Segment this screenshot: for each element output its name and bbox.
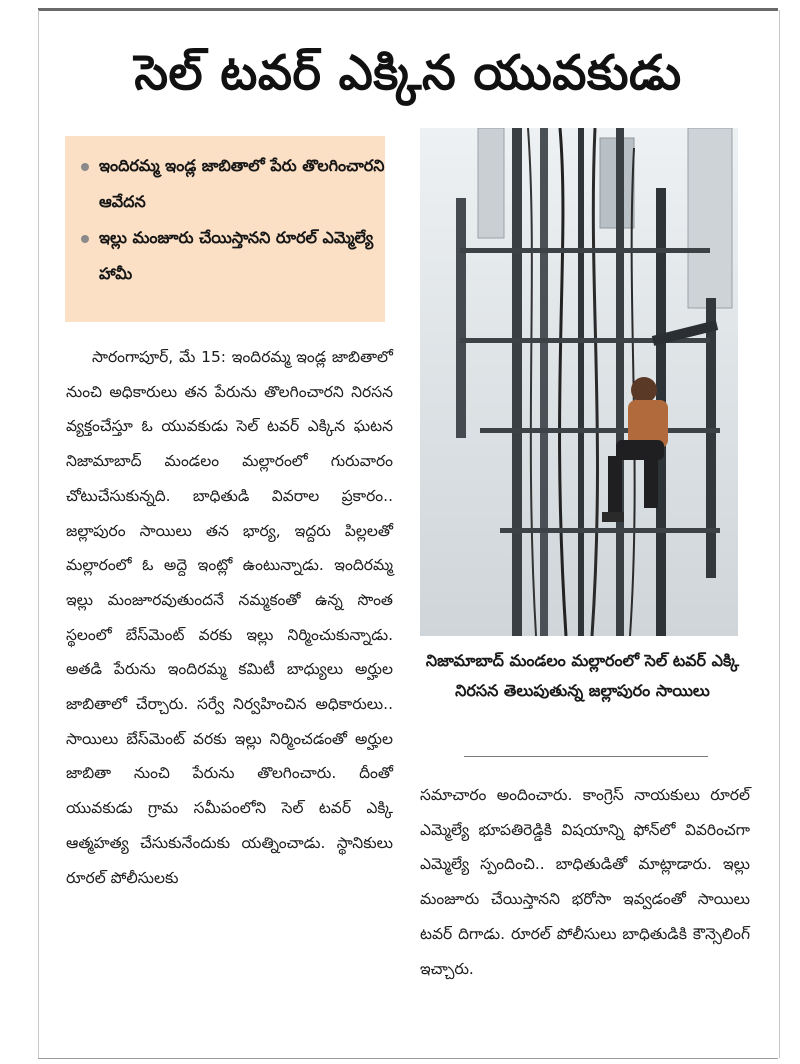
highlight-text: ఇల్లు మంజూరు చేయిస్తానని రూరల్ ఎమ్మెల్యే హామీ <box>99 228 374 283</box>
highlight-item <box>79 220 385 292</box>
bullet-icon <box>81 235 89 243</box>
highlight-list <box>65 136 385 292</box>
news-photo <box>420 128 738 636</box>
article-paragraph: సారంగాపూర్, మే 15: ఇందిరమ్మ ఇండ్ల జాబితాలో నుంచి అధికారులు తన పేరును తొలగించారని నిరసన వ్యక్తంచేస్తూ ఓ యువకుడు సెల్ టవర్ ఎక్కిన ఘటన నిజామాబాద్ మండలం మల్లారంలో గురువారం చోటుచేసుకున్నది. బాధితుడి వివరాల ప్రకారం.. జల్లాపురం సాయిలు తన భార్య, ఇద్దరు పిల్లలతో మల్లారంలో ఓ అద్దె ఇంట్లో ఉంటున్నాడు. ఇందిరమ్మ ఇల్లు మంజూరవుతుందనే నమ్మకంతో ఉన్న సొంత స్థలంలో బేస్‌మెంట్ వరకు ఇల్లు నిర్మించుకున్నాడు. అతడి పేరును ఇందిరమ్మ కమిటీ బాధ్యులు అర్హుల జాబితాలో చేర్చారు. సర్వే నిర్వహించిన అధికారులు.. సాయిలు బేస్‌మెంట్ వరకు ఇల్లు నిర్మించడంతో అర్హుల జాబితా నుంచి పేరును తొలగించారు. దీంతో యువకుడు గ్రామ సమీపంలోని సెల్ టవర్ ఎక్కి ఆత్మహత్య చేసుకునేందుకు యత్నించాడు. స్థానికులు రూరల్ పోలీసులకు <box>66 348 393 887</box>
bullet-icon <box>81 163 89 171</box>
highlight-text: ఇందిరమ్మ ఇండ్ల జాబితాలో పేరు తొలగించారని ఆవేదన <box>99 156 385 211</box>
article-paragraph: సమాచారం అందించారు. కాంగ్రెస్ నాయకులు రూరల్ ఎమ్మెల్యే భూపతిరెడ్డికి విషయాన్ని ఫోన్‌లో వివరించగా ఎమ్మెల్యే స్పందించి.. బాధితుడితో మాట్లాడారు. ఇల్లు మంజూరు చేయిస్తానని భరోసా ఇవ్వడంతో సాయిలు టవర్ దిగాడు. రూరల్ పోలీసులు బాధితుడికి కౌన్సెలింగ్ ఇచ్చారు. <box>420 786 750 978</box>
cell-tower-photo <box>420 128 738 636</box>
bottom-rule <box>38 1058 778 1059</box>
headline: సెల్ టవర్ ఎక్కిన యువకుడు <box>134 45 682 101</box>
highlight-box <box>65 136 385 322</box>
highlight-item <box>79 148 385 220</box>
article-body-left <box>66 340 393 895</box>
article-body-right <box>420 778 750 986</box>
caption-divider <box>464 756 708 757</box>
photo-caption: నిజామాబాద్ మండలం మల్లారంలో సెల్ టవర్ ఎక్కి నిరసన తెలుపుతున్న జల్లాపురం సాయిలు <box>425 651 740 700</box>
